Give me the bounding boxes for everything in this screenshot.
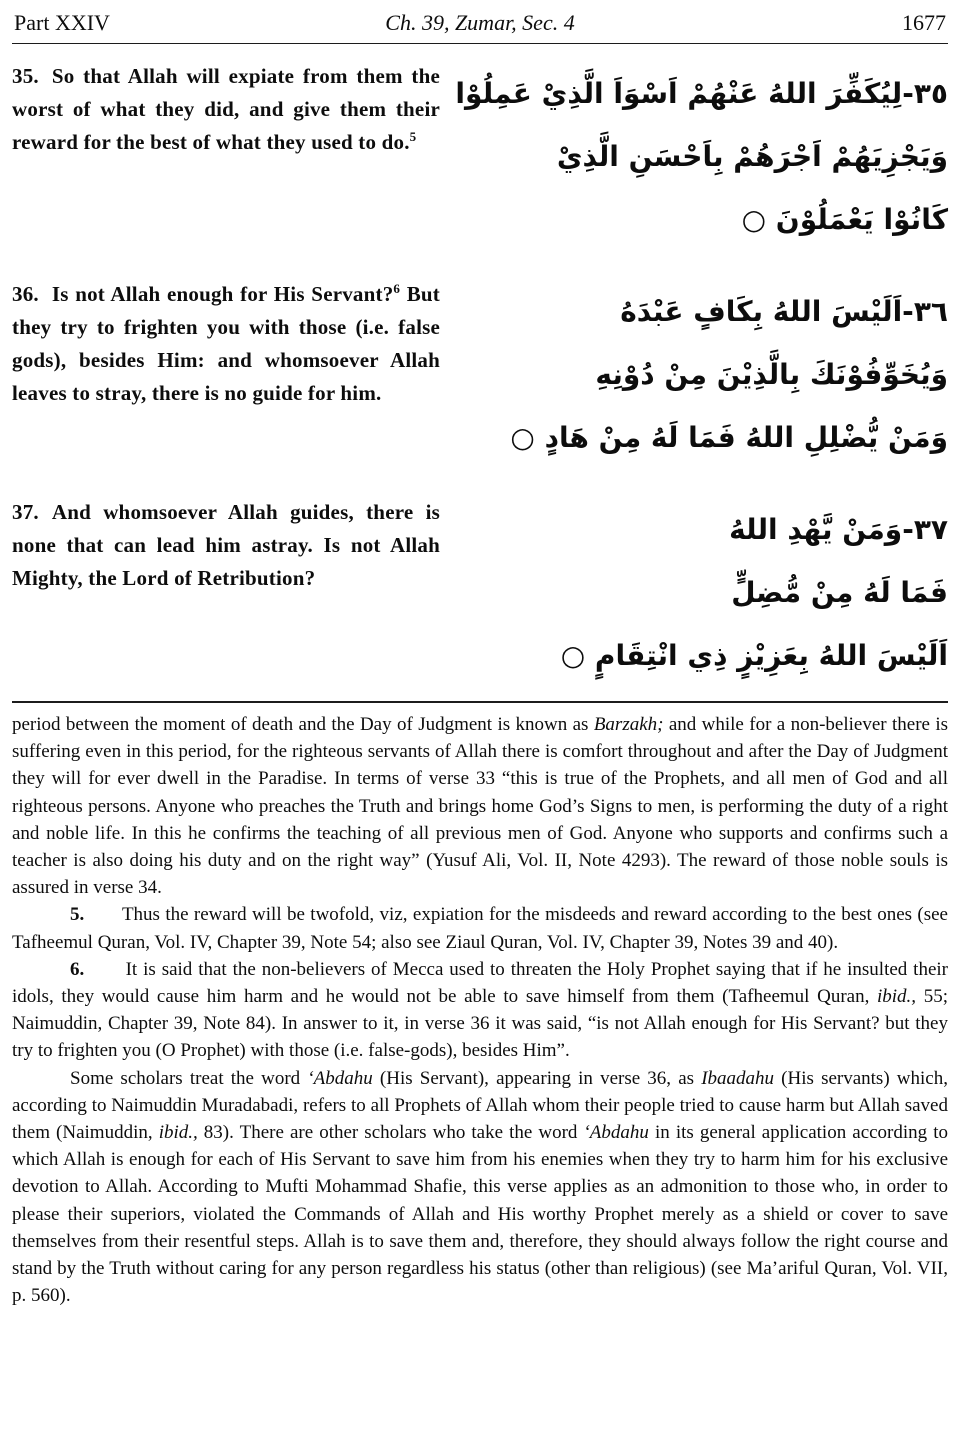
footnote-6: 6. It is said that the non-believers of Mecca used to threaten the Holy Prophet saying that if he insulted their idols, they would cause him harm and he would not be able to save himself from them (Tafheemul Quran, ibid., 55; Naimuddin, Chapter 39, Note 84). In answer to it, in verse 36 it was said, “is not Allah enough for His Servant? but they try to frighten you (O Prophet) with those (i.e. false-gods), besides Him”.	[12, 958, 949, 1062]
verse-row-35	[12, 60, 948, 251]
page-number: 1677	[902, 10, 946, 35]
verse-row-37	[12, 496, 948, 687]
arabic-line: ٣٥-لِيُكَفِّرَ اللهُ عَنْهُمْ اَسْوَاَ الَّذِيْ عَمِلُوْا	[455, 77, 948, 110]
verse-english-37	[12, 496, 440, 595]
arabic-line: وَيُخَوِّفُوْنَكَ بِالَّذِيْنَ مِنْ دُوْنِهِ	[595, 358, 948, 391]
arabic-line: وَمَنْ يُّضْلِلِ اللهُ فَمَا لَهُ مِنْ هَادٍ ○	[510, 421, 948, 454]
footnote-5: 5. Thus the reward will be twofold, viz, expiation for the misdeeds and reward according to the best ones (see Tafheemul Quran, Vol. IV, Chapter 39, Note 54; also see Ziaul Quran, Vol. IV, Chapter 39, Notes 39 and 40).	[12, 904, 948, 953]
verse-english-35	[12, 60, 440, 159]
part-label: Part XXIV	[14, 10, 110, 35]
arabic-line: فَمَا لَهُ مِنْ مُّضِلٍّ	[731, 576, 948, 609]
arabic-line: وَيَجْزِيَهُمْ اَجْرَهُمْ بِاَحْسَنِ الَّذِيْ	[556, 140, 948, 173]
arabic-line: اَلَيْسَ اللهُ بِعَزِيْزٍ ذِي انْتِقَامٍ ○	[560, 639, 948, 672]
footnotes-section	[12, 703, 948, 1309]
verse-arabic-36	[450, 278, 948, 469]
page-header	[12, 6, 948, 43]
footnote-continuation: period between the moment of death and the Day of Judgment is known as Barzakh; and while for a non-believer there is suffering even in this period, for the righteous servants of Allah there is comfort throughout and after the Day of Judgment they will for ever dwell in the Paradise. In terms of verse 33 “this is true of the Prophets, and all men of God and all righteous persons. Anyone who preaches the Truth and brings home God’s Signs to men, is performing the duty of a right and noble life. In this he confirms the teaching of all previous men of God. Anyone who supports and confirms such a teacher is also doing his duty and on the right way” (Yusuf Ali, Vol. II, Note 4293). The reward of those noble souls is assured in verse 34.	[12, 714, 948, 899]
verse-number: 37.	[12, 500, 39, 524]
verse-text: So that Allah will expiate from them the worst of what they did, and give them their reward for the best of what they used to do.$^5$	[12, 64, 440, 154]
verse-number: 35.	[12, 64, 39, 88]
arabic-line: كَانُوْا يَعْمَلُوْنَ ○	[741, 203, 948, 236]
arabic-line: ٣٧-وَمَنْ يَّهْدِ اللهُ	[729, 513, 948, 546]
footnote-commentary: Some scholars treat the word ‘Abdahu (His Servant), appearing in verse 36, as Ibaadahu (His servants) which, according to Naimuddin Muradabadi, refers to all Prophets of Allah whom their people tried to cause harm but Allah saved them (Naimuddin, ibid., 83). There are other scholars who take the word ‘Abdahu in its general application according to which Allah is enough for each of His Servant to save him from his enemies when they try to harm him for his exclusive devotion to Allah. According to Mufti Mohammad Shafie, this verse applies as an admonition to those who, in order to please their superiors, violated the Commands of Allah and His worthy Prophet merely as a shield or cover to save themselves from their resentful steps. Allah is to save them and, therefore, they should always follow the right course and stand by the Truth without caring for any person regardless his status (other than religious) (see Ma’ariful Quran, Vol. VII, p. 560).	[12, 1067, 949, 1307]
verse-row-36	[12, 278, 948, 469]
verse-text: And whomsoever Allah guides, there is none that can lead him astray. Is not Allah Mighty, the Lord of Retribution?	[12, 500, 440, 590]
chapter-title: Ch. 39, Zumar, Sec. 4	[385, 10, 575, 35]
verse-text: Is not Allah enough for His Servant?$^6$ But they try to frighten you with those (i.e. false gods), besides Him: and whomsoever Allah leaves to stray, there is no guide for him.	[12, 281, 440, 405]
arabic-line: ٣٦-اَلَيْسَ اللهُ بِكَافٍ عَبْدَهُ	[620, 295, 948, 328]
verse-arabic-37	[450, 496, 948, 687]
verse-number: 36.	[12, 282, 39, 306]
verse-english-36	[12, 278, 440, 410]
verses-section	[12, 44, 948, 687]
verse-arabic-35	[450, 60, 948, 251]
